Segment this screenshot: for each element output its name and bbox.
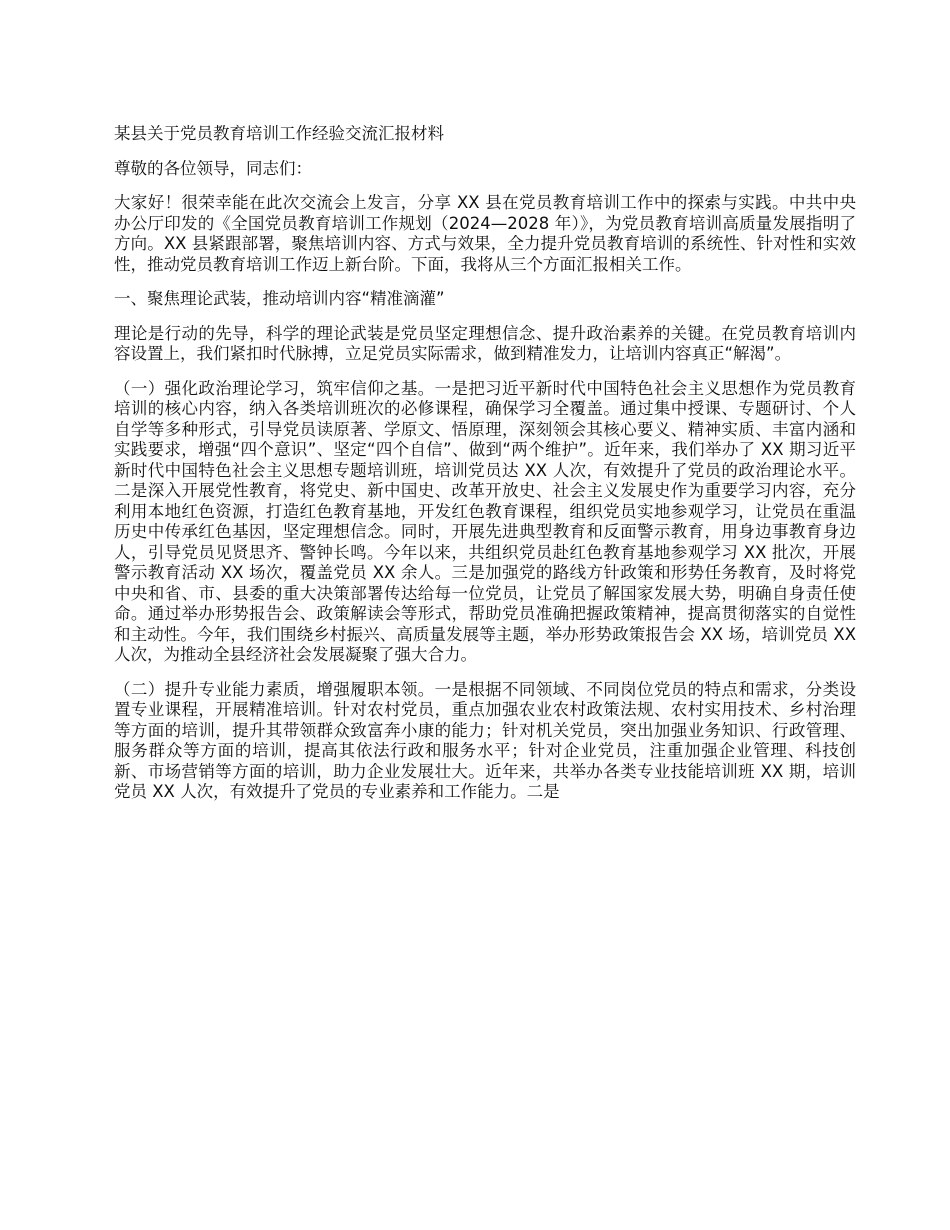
paragraph-subsection-2: （二）提升专业能力素质，增强履职本领。一是根据不同领域、不同岗位党员的特点和需求，分类设置专业课程，开展精准培训。针对农村党员，重点加强农业农村政策法规、农村实用技术、乡村治理等方面的培训，提升其带领群众致富奔小康的能力；针对机关党员，突出加强业务知识、行政管理、服务群众等方面的培训，提高其依法行政和服务水平；针对企业党员，注重加强企业管理、科技创新、市场营销等方面的培训，助力企业发展壮大。近年来，共举办各类专业技能培训班 XX 期，培训党员 XX 人次，有效提升了党员的专业素养和工作能力。二是	[114, 679, 856, 801]
document-body	[114, 124, 856, 817]
document-title: 某县关于党员教育培训工作经验交流汇报材料	[114, 124, 444, 143]
salutation: 尊敬的各位领导，同志们：	[114, 158, 312, 178]
section-heading-1: 一、聚焦理论武装，推动培训内容“精准滴灌”	[114, 289, 445, 308]
paragraph-section-1-intro: 理论是行动的先导，科学的理论武装是党员坚定理想信念、提升政治素养的关键。在党员教育培训内容设置上，我们紧扣时代脉搏，立足党员实际需求，做到精准发力，让培训内容真正“解渴”。	[114, 323, 856, 363]
paragraph-intro: 大家好！很荣幸能在此次交流会上发言，分享 XX 县在党员教育培训工作中的探索与实践。中共中央办公厅印发的《全国党员教育培训工作规划（2024—2028 年）》，为党员教育培训高质量发展指明了方向。XX 县紧跟部署，聚焦培训内容、方式与效果，全力提升党员教育培训的系统性、针对性和实效性，推动党员教育培训工作迈上新台阶。下面，我将从三个方面汇报相关工作。	[114, 193, 856, 274]
paragraph-subsection-1: （一）强化政治理论学习，筑牢信仰之基。一是把习近平新时代中国特色社会主义思想作为党员教育培训的核心内容，纳入各类培训班次的必修课程，确保学习全覆盖。通过集中授课、专题研讨、个人自学等多种形式，引导党员读原著、学原文、悟原理，深刻领会其核心要义、精神实质、丰富内涵和实践要求，增强“四个意识”、坚定“四个自信”、做到“两个维护”。近年来，我们举办了 XX 期习近平新时代中国特色社会主义思想专题培训班，培训党员达 XX 人次，有效提升了党员的政治理论水平。二是深入开展党性教育，将党史、新中国史、改革开放史、社会主义发展史作为重要学习内容，充分利用本地红色资源，打造红色教育基地，开发红色教育课程，组织党员实地参观学习，让党员在重温历史中传承红色基因，坚定理想信念。同时，开展先进典型教育和反面警示教育，用身边事教育身边人，引导党员见贤思齐、警钟长鸣。今年以来，共组织党员赴红色教育基地参观学习 XX 批次，开展警示教育活动 XX 场次，覆盖党员 XX 余人。三是加强党的路线方针政策和形势任务教育，及时将党中央和省、市、县委的重大决策部署传达给每一位党员，让党员了解国家发展大势，明确自身责任使命。通过举办形势报告会、政策解读会等形式，帮助党员准确把握政策精神，提高贯彻落实的自觉性和主动性。今年，我们围绕乡村振兴、高质量发展等主题，举办形势政策报告会 XX 场，培训党员 XX 人次，为推动全县经济社会发展凝聚了强大合力。	[114, 378, 856, 664]
